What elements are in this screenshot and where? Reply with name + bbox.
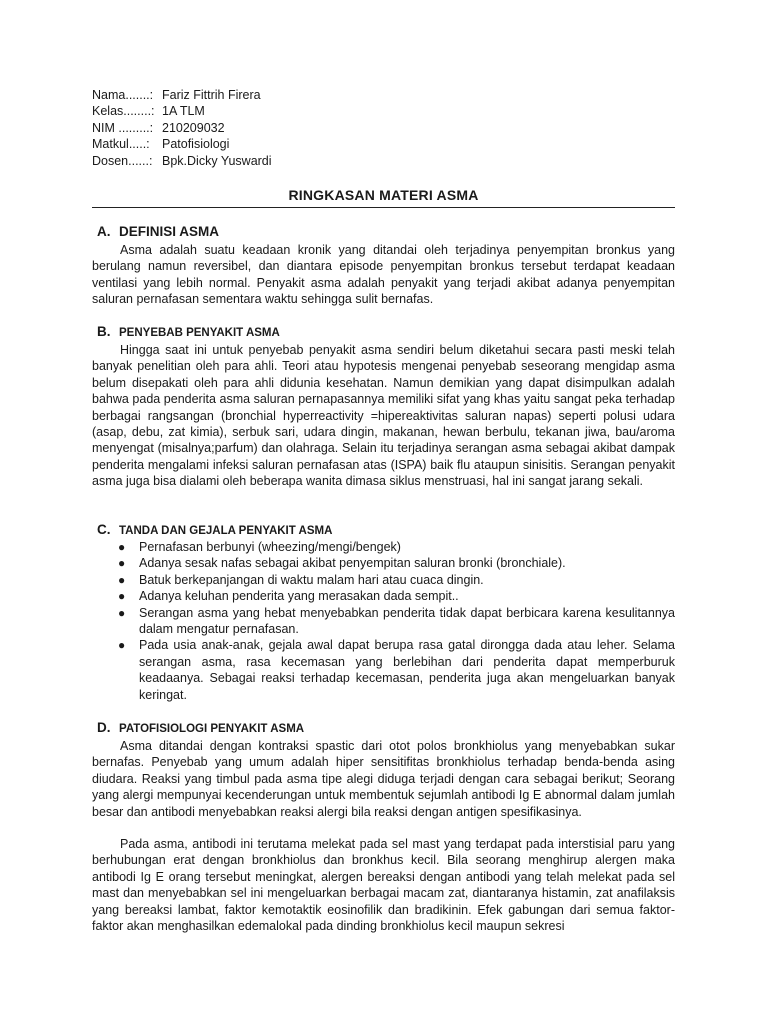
symptom-list: [118, 539, 675, 703]
list-item-text: Pernafasan berbunyi (wheezing/mengi/bengek): [139, 540, 401, 554]
section-letter: A.: [97, 224, 111, 239]
field-value: Fariz Fittrih Firera: [162, 88, 261, 102]
field-label: Dosen......:: [92, 153, 153, 168]
section-letter: C.: [97, 522, 111, 537]
bullet-icon: ●: [118, 572, 126, 587]
section-letter: D.: [97, 720, 111, 735]
student-class-row: [92, 103, 272, 119]
section-b-paragraph: Hingga saat ini untuk penyebab penyakit asma sendiri belum diketahui secara pasti meski telah banyak penelitian oleh para ahli. Teori atau hypotesis mengenai penyebab seseorang mengidap asma belum disepakati oleh para ahli didunia kesehatan. Namun demikian yang dapat disimpulkan adalah bahwa pada penderita asma saluran pernapasannya memiliki sifat yang khas yaitu sangat peka terhadap berbagai rangsangan (bronchial hyperreactivity =hipereaktivitas saluran napas) seperti polusi udara (asap, debu, zat kimia), serbuk sari, udara dingin, makanan, hewan berbulu, tekanan jiwa, bau/aroma menyengat (misalnya;parfum) dan olahraga. Selain itu terjadinya serangan asma sebagai akibat dampak penderita mengalami infeksi saluran pernafasan atas (ISPA) baik flu ataupun sinisitis. Serangan penyakit asma juga bisa dialami oleh beberapa wanita dimasa siklus menstruasi, hal ini sangat jarang sekali.: [92, 343, 675, 489]
student-name-row: [92, 87, 272, 103]
field-value: Patofisiologi: [162, 137, 230, 152]
section-a-heading: [97, 224, 219, 239]
bullet-icon: ●: [118, 540, 126, 554]
field-label: Nama.......:: [92, 88, 154, 102]
bullet-icon: ●: [118, 589, 126, 604]
section-d-paragraph-2: Pada asma, antibodi ini terutama melekat pada sel mast yang terdapat pada interstisial paru yang berhubungan erat dengan bronkhiolus dan bronkhus kecil. Bila seorang menghirup alergen maka antibodi Ig E orang tersebut meningkat, alergen bereaksi dengan antibodi yang telah melekat pada sel mast dan menyebabkan sel ini mengeluarkan berbagai macam zat, diantaranya histamin, zat anafilaksis yang bereaksi lambat, faktor kemotaktik eosinofilik dan bradikinin. Efek gabungan dari semua faktor-faktor akan menghasilkan edemalokal pada dinding bronkhiolus kecil maupun sekresi: [92, 837, 675, 934]
section-title: PENYEBAB PENYAKIT ASMA: [119, 327, 280, 339]
course-row: [92, 136, 272, 152]
list-item-text: Adanya keluhan penderita yang merasakan dada sempit..: [139, 589, 459, 604]
list-item-text: Pada usia anak-anak, gejala awal dapat berupa rasa gatal dirongga dada atau leher. Selama serangan asma, rasa kecemasan yang berlebihan dari penderita dapat memperburuk keadaanya. Sebagai reaksi terhadap kecemasan, penderita juga akan mengeluarkan banyak keringat.: [139, 638, 675, 702]
lecturer-row: [92, 153, 272, 169]
section-title: DEFINISI ASMA: [119, 224, 220, 239]
field-label: Matkul.....:: [92, 137, 150, 152]
list-item: [118, 605, 675, 638]
section-d-paragraph-1: Asma ditandai dengan kontraksi spastic dari otot polos bronkhiolus yang menyebabkan sukar bernafas. Penyebab yang umum adalah hiper sensitifitas bronkhiolus terhadap benda-benda asing diudara. Reaksi yang timbul pada asma tipe alegi diduga terjadi dengan cara sebagai berikut; Seorang yang alergi mempunyai kecenderungan untuk membentuk sejumlah antibodi Ig E abnormal dalam jumlah besar dan antibodi menyebabkan reaksi alergi bila reaksi dengan antigen spesifikasinya.: [92, 739, 675, 819]
list-item-text: Serangan asma yang hebat menyebabkan penderita tidak dapat berbicara karena kesulitannya dalam mengatur pernafasan.: [139, 605, 675, 637]
list-item: [118, 588, 675, 604]
title-underline: [92, 207, 675, 208]
section-c-heading: [97, 522, 332, 537]
document-title: RINGKASAN MATERI ASMA: [288, 187, 479, 203]
bullet-icon: ●: [118, 556, 126, 571]
list-item: [118, 637, 675, 703]
field-value: 1A TLM: [162, 104, 205, 119]
bullet-icon: ●: [118, 605, 126, 620]
list-item: [118, 572, 675, 588]
section-b-heading: [97, 324, 280, 339]
list-item: [118, 555, 675, 571]
list-item-text: Adanya sesak nafas sebagai akibat penyempitan saluran bronki (bronchiale).: [139, 556, 566, 571]
field-label: Kelas........:: [92, 104, 155, 119]
list-item: [118, 539, 675, 555]
section-title: PATOFISIOLOGI PENYAKIT ASMA: [119, 723, 305, 735]
section-letter: B.: [97, 324, 111, 339]
field-value: 210209032: [162, 120, 225, 135]
student-nim-row: [92, 120, 272, 136]
section-d-heading: [97, 720, 304, 735]
bullet-icon: ●: [118, 638, 126, 653]
list-item-text: Batuk berkepanjangan di waktu malam hari atau cuaca dingin.: [139, 572, 484, 587]
section-title: TANDA DAN GEJALA PENYAKIT ASMA: [119, 525, 333, 537]
field-value: Bpk.Dicky Yuswardi: [162, 153, 272, 168]
student-info: [92, 87, 272, 169]
field-label: NIM .........:: [92, 120, 154, 135]
section-a-paragraph: Asma adalah suatu keadaan kronik yang ditandai oleh terjadinya penyempitan bronkus yang berulang namun reversibel, dan diantara episode penyempitan bronkus tersebut terdapat keadaan ventilasi yang lebih normal. Penyakit asma adalah penyakit yang terjadi akibat adanya penyempitan saluran pernafasan sementara waktu sehingga sulit bernafas.: [92, 243, 675, 307]
